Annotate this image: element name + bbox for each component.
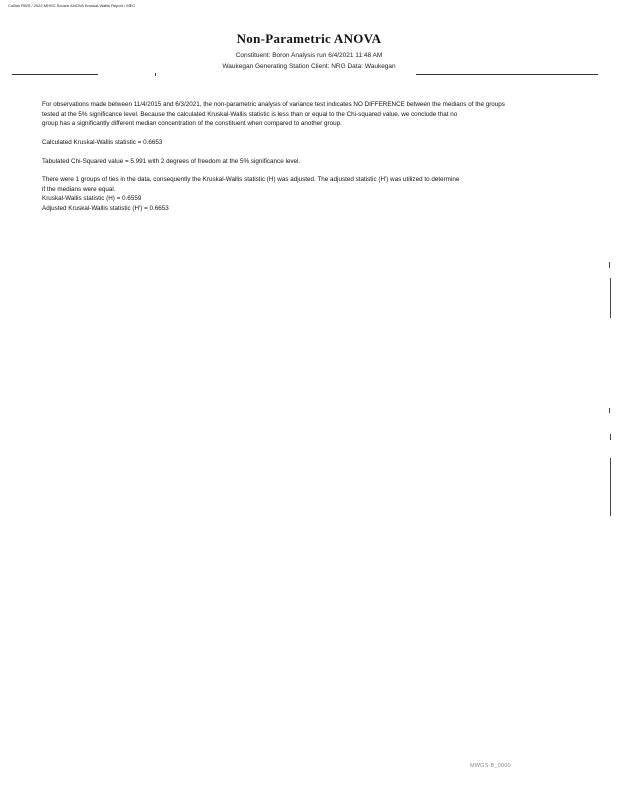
right-header-rule	[416, 74, 598, 75]
left-rule-tick	[155, 73, 156, 76]
conclusion-line: group has a significantly different median concentration of the constituent when compared to another group.	[42, 120, 342, 127]
scan-margin-mark	[609, 262, 610, 268]
conclusion-line: tested at the 5% significance level. Because the calculated Kruskal-Wallis statistic is less than or equal to the Chi-squared value, we conclude that no	[42, 110, 458, 118]
tabulated-chi-squared-text: Tabulated Chi-Squared value = 5.991 with 2 degrees of freedom at the 5% significance level.	[42, 158, 301, 165]
report-subtitle-line1: Constituent: Boron Analysis run 6/4/2021 11:48 AM	[235, 52, 383, 59]
calculated-statistic	[42, 138, 572, 148]
document-footer-code: MWGS-B_0000	[470, 763, 511, 769]
report-subtitle-line2: Waukegan Generating Station Client: NRG Data: Waukegan	[222, 63, 396, 70]
page-header-line: Collins RWS / 2022 MHSC Source ANOVA Kruskal-Wallis Report / MEC	[8, 3, 136, 8]
kruskal-wallis-statistic: Kruskal-Wallis statistic (H) = 0.6559	[42, 195, 142, 202]
calculated-statistic-text: Calculated Kruskal-Wallis statistic = 0.6653	[42, 139, 163, 146]
adjusted-kruskal-wallis-statistic: Adjusted Kruskal-Wallis statistic (H') = 0.6653	[42, 204, 169, 212]
ties-line: if the medians were equal.	[42, 185, 116, 193]
scan-margin-mark	[610, 458, 611, 516]
left-header-rule	[12, 74, 98, 75]
scan-margin-mark	[610, 278, 611, 318]
tabulated-chi-squared	[42, 157, 572, 167]
ties-paragraph	[42, 175, 572, 213]
scan-margin-mark	[609, 408, 610, 413]
ties-line: There were 1 groups of ties in the data, consequently the Kruskal-Wallis statistic (H) was adjusted. The adjusted statistic (H') was utilized to determine	[42, 176, 460, 183]
conclusion-paragraph	[42, 100, 572, 129]
report-title: Non-Parametric ANOVA	[236, 31, 382, 46]
scan-margin-mark	[610, 434, 611, 440]
conclusion-line: For observations made between 11/4/2015 and 6/3/2021, the non-parametric analysis of variance test indicates NO DIFFERENCE between the medians of the groups	[42, 101, 505, 108]
